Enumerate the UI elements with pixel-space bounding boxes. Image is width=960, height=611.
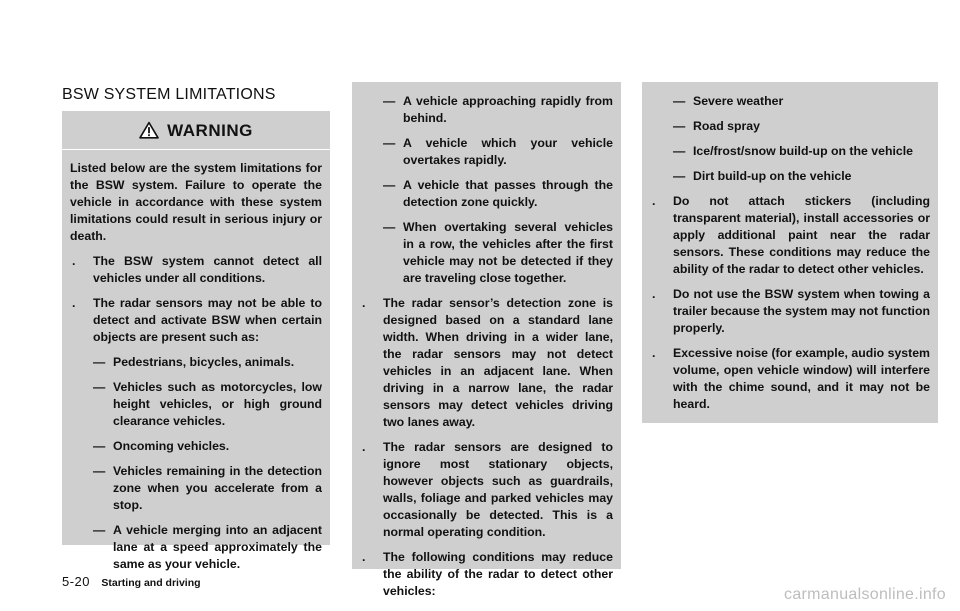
bullet-item: [360, 295, 613, 431]
dash-item: [70, 379, 322, 430]
dash-marker: —: [383, 220, 396, 234]
dash-item: [650, 168, 930, 185]
bullet-marker: .: [652, 287, 656, 301]
column-2-list: [360, 93, 613, 608]
item-text: The radar sensors are designed to ignore most stationary objects, however objects such as guardrails, walls, foliage and parked vehicles may occasionally be detected. This is a normal operating condition.: [383, 440, 613, 539]
item-text: Oncoming vehicles.: [113, 439, 230, 453]
section-name: Starting and driving: [101, 577, 201, 589]
dash-marker: —: [383, 178, 396, 192]
dash-marker: —: [93, 380, 106, 394]
item-text: The following conditions may reduce the ability of the radar to detect other vehicles:: [383, 550, 613, 598]
dash-marker: —: [383, 94, 396, 108]
dash-marker: —: [673, 94, 686, 108]
warning-header: [62, 111, 330, 150]
item-text: Severe weather: [693, 94, 784, 108]
dash-item: [650, 143, 930, 160]
bullet-marker: .: [652, 194, 656, 208]
item-text: Do not use the BSW system when towing a trailer because the system may not function properly.: [673, 287, 930, 335]
item-text: Excessive noise (for example, audio system volume, open vehicle window) will interfere with the chime sound, and it may not be heard.: [673, 346, 930, 411]
dash-marker: —: [93, 523, 106, 537]
dash-item: [360, 177, 613, 211]
item-text: The radar sensor’s detection zone is designed based on a standard lane width. When driving in a wider lane, the radar sensors may not detect vehicles in an adjacent lane. When driving in a narrow lane, the radar sensors may detect vehicles driving two lanes away.: [383, 296, 613, 429]
dash-item: [650, 118, 930, 135]
item-text: A vehicle which your vehicle overtakes rapidly.: [403, 136, 613, 167]
dash-item: [360, 93, 613, 127]
bullet-item: [70, 295, 322, 346]
bullet-item: [650, 345, 930, 413]
bullet-item: [650, 193, 930, 278]
item-text: Ice/frost/snow build-up on the vehicle: [693, 144, 913, 158]
page-footer: [62, 574, 201, 589]
warning-box-column-2: [352, 82, 621, 598]
dash-marker: —: [383, 136, 396, 150]
dash-item: [360, 219, 613, 287]
warning-box-column-1: [62, 111, 330, 571]
bullet-marker: .: [362, 296, 366, 310]
section-title: BSW SYSTEM LIMITATIONS: [62, 86, 276, 103]
item-text: A vehicle merging into an adjacent lane at a speed approximately the same as your vehicle.: [113, 523, 322, 571]
item-text: Vehicles such as motorcycles, low height vehicles, or high ground clearance vehicles.: [113, 380, 322, 428]
dash-marker: —: [673, 169, 686, 183]
bullet-item: [70, 253, 322, 287]
bullet-item: [650, 286, 930, 337]
bullet-marker: .: [362, 550, 366, 564]
page-number: 5-20: [62, 574, 91, 589]
item-text: A vehicle that passes through the detection zone quickly.: [403, 178, 613, 209]
dash-item: [70, 522, 322, 573]
bullet-marker: .: [72, 296, 76, 310]
dash-item: [70, 438, 322, 455]
dash-item: [360, 135, 613, 169]
item-text: Do not attach stickers (including transparent material), install accessories or apply additional paint near the radar sensors. These conditions may reduce the ability of the radar to detect other vehicles.: [673, 194, 930, 276]
item-text: The radar sensors may not be able to detect and activate BSW when certain objects are present such as:: [93, 296, 322, 344]
bullet-marker: .: [362, 440, 366, 454]
dash-marker: —: [673, 144, 686, 158]
item-text: The BSW system cannot detect all vehicles under all conditions.: [93, 254, 322, 285]
item-text: Road spray: [693, 119, 760, 133]
dash-marker: —: [93, 439, 106, 453]
warning-triangle-icon: [139, 121, 159, 139]
warning-box-column-3: [642, 82, 938, 423]
warning-label: WARNING: [167, 120, 253, 140]
bullet-item: [360, 439, 613, 541]
item-text: A vehicle approaching rapidly from behind.: [403, 94, 613, 125]
item-text: When overtaking several vehicles in a row, the vehicles after the first vehicle may not be detected if they are traveling close together.: [403, 220, 613, 285]
watermark: carmanualsonline.info: [784, 586, 946, 603]
dash-item: [70, 463, 322, 514]
dash-item: [70, 354, 322, 371]
bullet-item: [360, 549, 613, 600]
item-text: Dirt build-up on the vehicle: [693, 169, 852, 183]
bullet-marker: .: [652, 346, 656, 360]
dash-marker: —: [93, 464, 106, 478]
column-1-list: [70, 253, 322, 573]
item-text: Pedestrians, bicycles, animals.: [113, 355, 295, 369]
dash-marker: —: [673, 119, 686, 133]
dash-marker: —: [93, 355, 106, 369]
warning-intro: Listed below are the system limitations for the BSW system. Failure to operate the vehicle in accordance with these system limitations could result in serious injury or death.: [70, 161, 322, 243]
dash-item: [650, 93, 930, 110]
column-1-content: [70, 160, 322, 581]
column-3-list: [650, 93, 930, 421]
bullet-marker: .: [72, 254, 76, 268]
item-text: Vehicles remaining in the detection zone when you accelerate from a stop.: [113, 464, 322, 512]
